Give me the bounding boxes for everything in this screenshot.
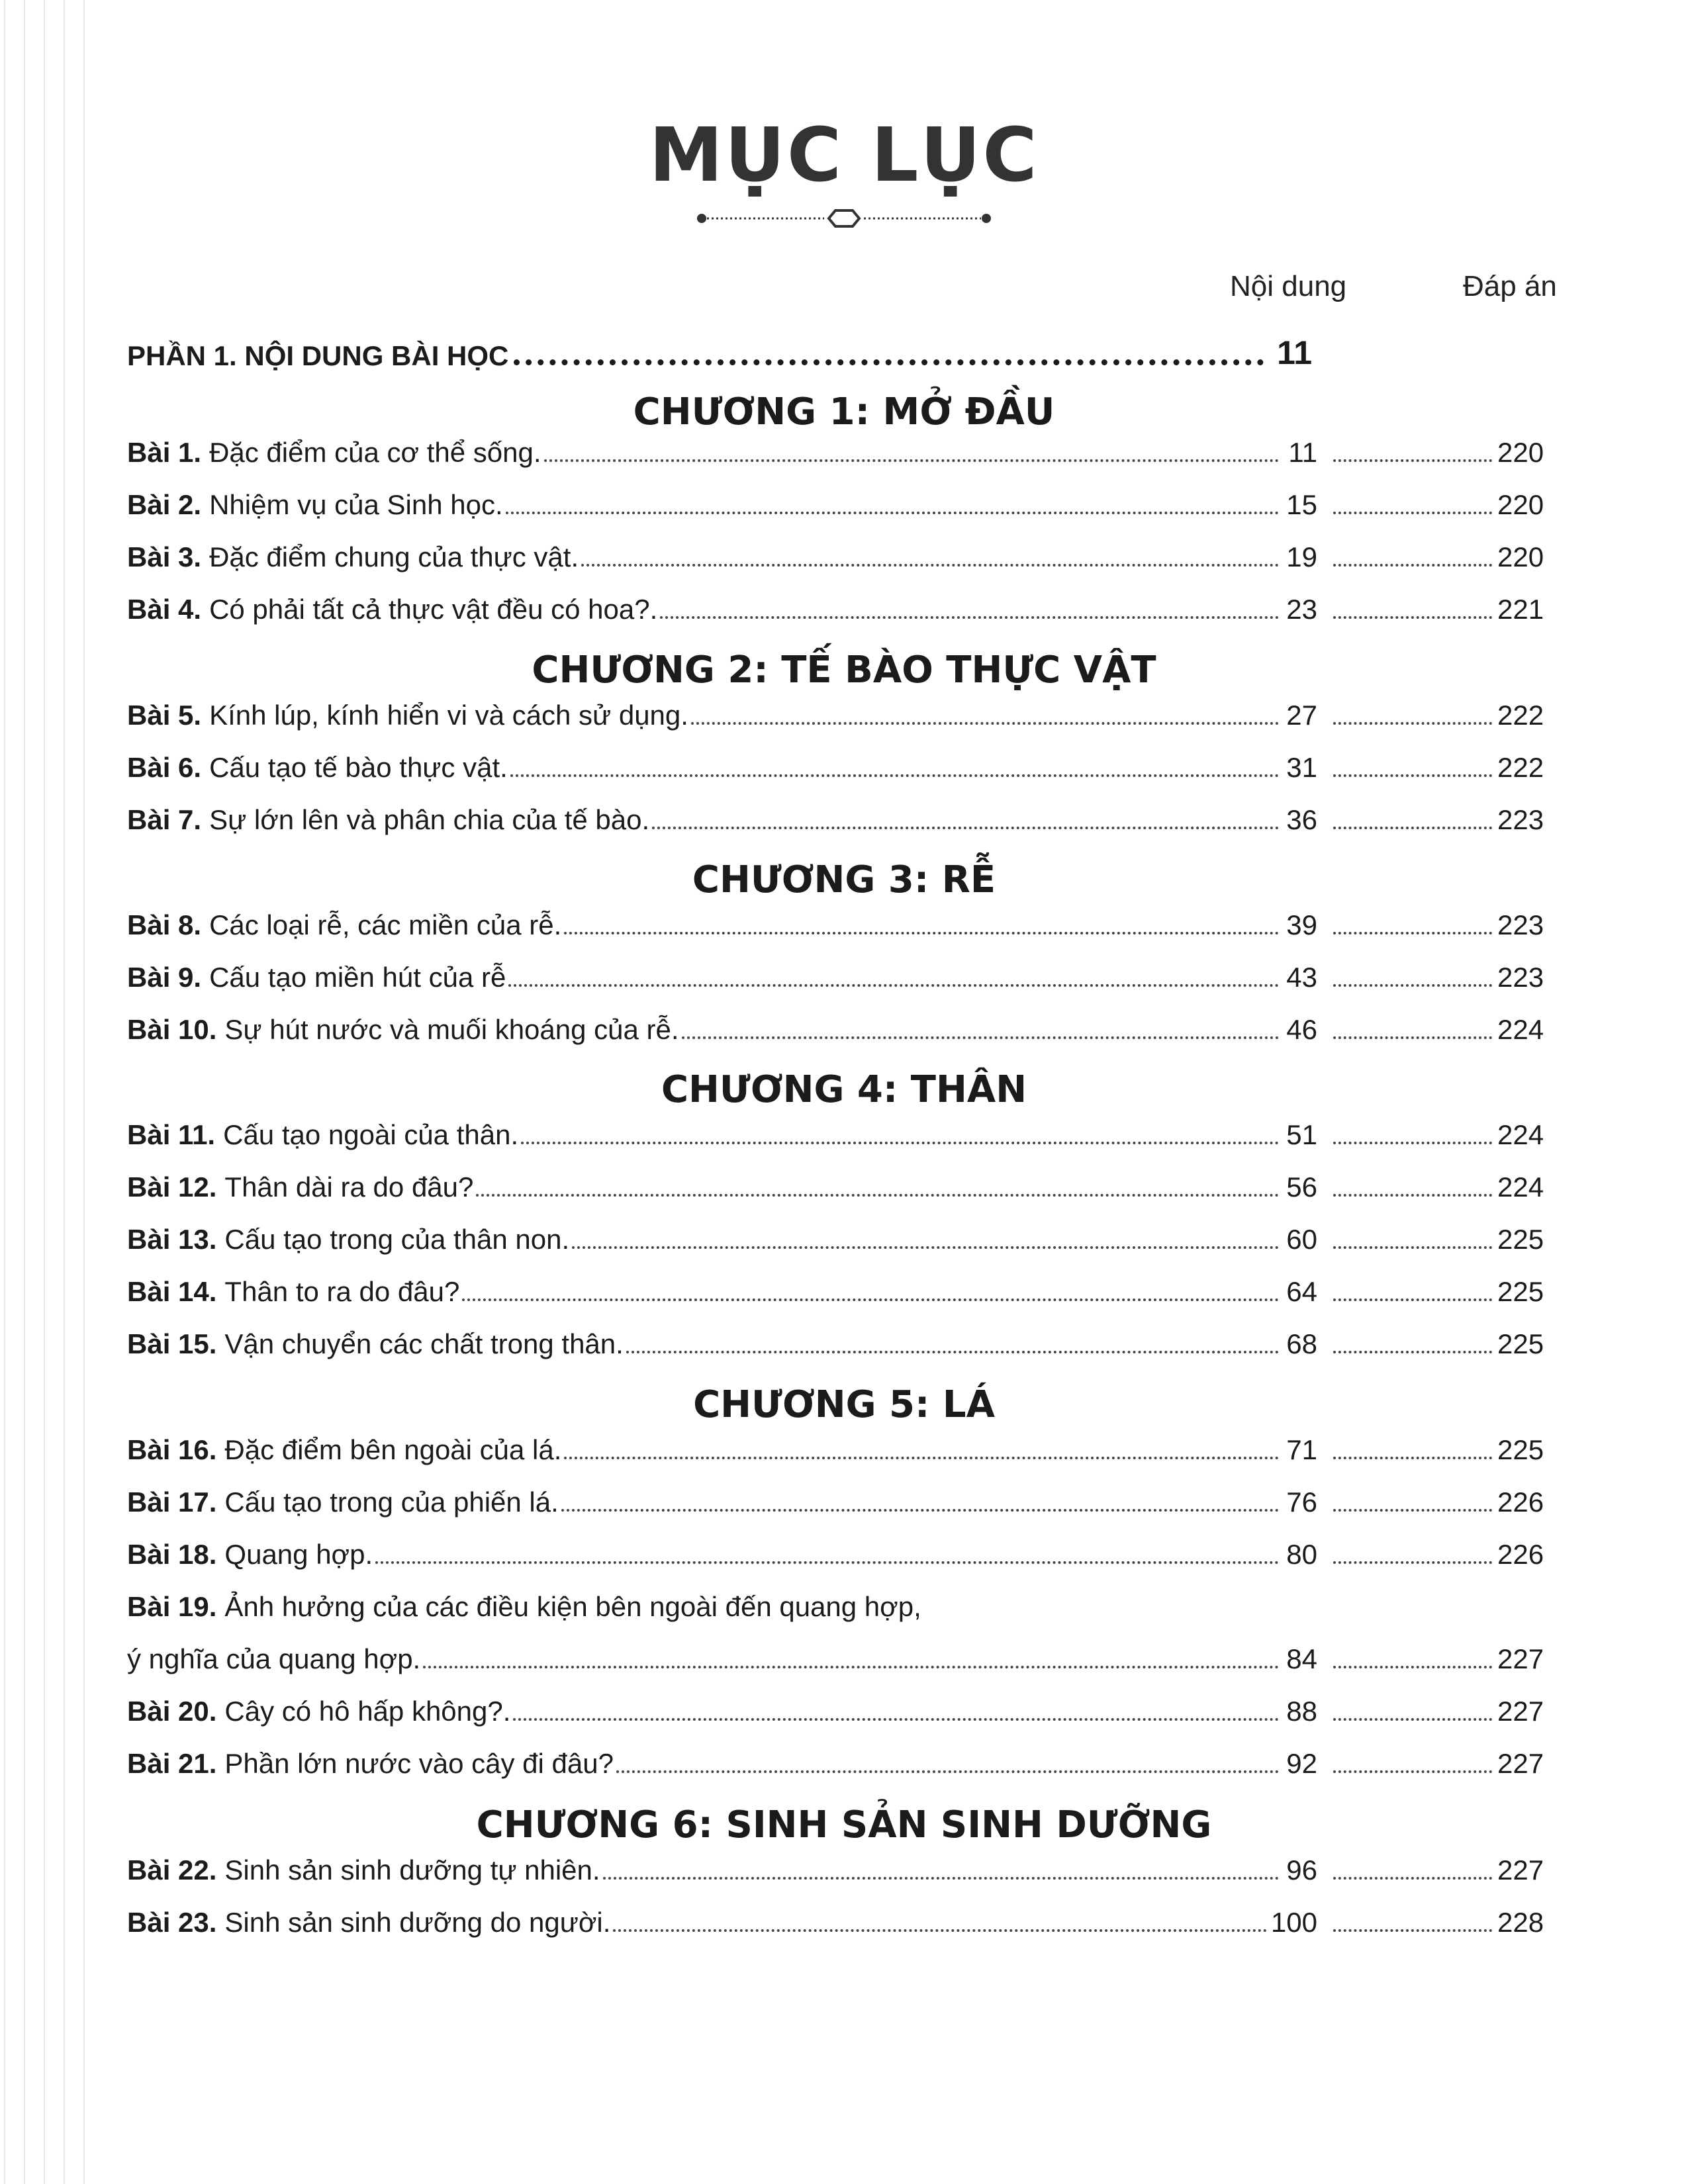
toc-row [127,1328,1544,1368]
lesson-label: Bài 11. [127,1119,216,1150]
dot-leader [1333,1929,1492,1932]
answer-page: 223 [1497,804,1544,835]
dot-leader [1333,774,1492,777]
dot-leader [660,616,1279,619]
lesson-page: 76 [1286,1486,1317,1518]
part-heading [127,332,1312,372]
dot-leader [506,512,1279,514]
lesson-label: Bài 6. [127,752,202,783]
lesson-title: Đặc điểm bên ngoài của lá. [224,1434,562,1465]
lesson-label: Bài 22. [127,1854,217,1886]
column-header-answer: Đáp án [1463,270,1557,302]
lesson-label: Bài 4. [127,594,202,625]
dot-leader [572,1246,1279,1249]
chapter-heading: CHƯƠNG 6: SINH SẢN SINH DƯỠNG [476,1803,1212,1846]
lesson-page: 64 [1286,1276,1317,1307]
toc-row [127,1696,1544,1735]
toc-row [127,1643,1544,1683]
toc-row [127,1276,1544,1316]
lesson-page: 71 [1286,1434,1317,1465]
toc-row [127,1434,1544,1474]
toc-row [127,1907,1544,1946]
chapter-heading: CHƯƠNG 2: TẾ BÀO THỰC VẬT [532,649,1156,692]
lesson-page: 84 [1286,1643,1317,1674]
answer-page: 223 [1497,909,1544,940]
dot-leader [1333,1666,1492,1668]
answer-page: 224 [1497,1014,1544,1045]
chapter-heading: CHƯƠNG 1: MỞ ĐẦU [633,390,1055,433]
dot-leader [603,1877,1279,1880]
lesson-label: Bài 23. [127,1907,217,1938]
lesson-label: Bài 18. [127,1539,217,1570]
answer-page: 224 [1497,1171,1544,1203]
dot-leader [514,359,1264,365]
lesson-page: 56 [1286,1171,1317,1203]
dot-leader [1333,722,1492,725]
lesson-title: Cấu tạo ngoài của thân. [223,1119,519,1150]
lesson-label: Bài 16. [127,1434,217,1465]
dot-leader [1333,564,1492,567]
toc-row [127,1591,1544,1631]
lesson-title: Cấu tạo trong của thân non. [224,1224,570,1255]
dot-leader [682,1036,1279,1039]
dot-leader [1333,1718,1492,1721]
dot-leader [1333,1351,1492,1353]
dot-leader [1333,827,1492,829]
lesson-label: Bài 15. [127,1328,217,1359]
toc-row [127,1539,1544,1578]
toc-row [127,962,1544,1001]
answer-page: 227 [1497,1696,1544,1727]
lesson-label: Bài 7. [127,804,202,835]
dot-leader [1333,512,1492,514]
lesson-title: Đặc điểm của cơ thể sống. [209,437,541,468]
lesson-title: Quang hợp. [224,1539,373,1570]
answer-page: 227 [1497,1643,1544,1674]
answer-page: 220 [1497,489,1544,520]
dot-leader [521,1142,1279,1144]
lesson-page: 80 [1286,1539,1317,1570]
lesson-title: Phần lớn nước vào cây đi đâu? [224,1748,614,1779]
page-title: MỤC LỤC [649,113,1039,199]
toc-row [127,1748,1544,1788]
dot-leader [652,827,1279,829]
lesson-title: Thân to ra do đâu? [224,1276,460,1307]
dot-leader [564,1457,1279,1459]
answer-page: 228 [1497,1907,1544,1938]
toc-row [127,909,1544,949]
answer-page: 223 [1497,962,1544,993]
answer-page: 226 [1497,1486,1544,1518]
lesson-title: Cấu tạo trong của phiến lá. [224,1486,559,1518]
lesson-page: 11 [1288,437,1317,468]
toc-row [127,1224,1544,1263]
lesson-page: 60 [1286,1224,1317,1255]
column-header-content: Nội dung [1230,270,1347,302]
lesson-label: Bài 8. [127,909,202,940]
dot-leader [423,1666,1279,1668]
dot-leader [1333,1194,1492,1197]
lesson-page: 51 [1286,1119,1317,1150]
toc-row [127,1119,1544,1159]
lesson-page: 27 [1286,700,1317,731]
lesson-label: Bài 3. [127,541,202,572]
dot-leader [626,1351,1279,1353]
dot-leader [476,1194,1279,1197]
dot-leader [616,1770,1279,1773]
toc-row [127,541,1544,581]
title-ornament [695,205,993,232]
lesson-page: 68 [1286,1328,1317,1359]
lesson-label: Bài 19. [127,1591,217,1622]
part-label: PHẦN 1. NỘI DUNG BÀI HỌC [127,340,509,371]
lesson-page: 39 [1286,909,1317,940]
lesson-label: Bài 12. [127,1171,217,1203]
lesson-title: Vận chuyển các chất trong thân. [224,1328,624,1359]
lesson-label: Bài 13. [127,1224,217,1255]
lesson-title: Nhiệm vụ của Sinh học. [209,489,503,520]
lesson-label: Bài 10. [127,1014,217,1045]
dot-leader [1333,459,1492,462]
lesson-page: 19 [1286,541,1317,572]
answer-page: 220 [1497,437,1544,468]
answer-page: 222 [1497,700,1544,731]
answer-page: 225 [1497,1434,1544,1465]
lesson-page: 46 [1286,1014,1317,1045]
answer-page: 227 [1497,1854,1544,1886]
lesson-title: Kính lúp, kính hiển vi và cách sử dụng. [209,700,688,731]
dot-leader [510,774,1279,777]
dot-leader [1333,1246,1492,1249]
dot-leader [462,1298,1279,1301]
dot-leader [561,1509,1279,1512]
toc-row [127,1486,1544,1526]
answer-page: 225 [1497,1224,1544,1255]
dot-leader [1333,1877,1492,1880]
dot-leader [1333,1036,1492,1039]
lesson-label: Bài 2. [127,489,202,520]
lesson-label: Bài 21. [127,1748,217,1779]
lesson-page: 23 [1286,594,1317,625]
lesson-label: Bài 1. [127,437,202,468]
toc-row [127,1171,1544,1211]
dot-leader [1333,984,1492,987]
dot-leader [513,1718,1279,1721]
answer-page: 226 [1497,1539,1544,1570]
dot-leader [1333,1561,1492,1564]
lesson-title: Đặc điểm chung của thực vật. [209,541,579,572]
lesson-title: Sinh sản sinh dưỡng do người. [224,1907,611,1938]
lesson-title: Thân dài ra do đâu? [224,1171,474,1203]
lesson-page: 31 [1286,752,1317,783]
dot-leader [1333,1142,1492,1144]
answer-page: 224 [1497,1119,1544,1150]
dot-leader [1333,932,1492,934]
lesson-title: Các loại rễ, các miền của rễ. [209,909,562,940]
lesson-title: Sự lớn lên và phân chia của tế bào. [209,804,650,835]
lesson-title: Có phải tất cả thực vật đều có hoa?. [209,594,658,625]
answer-page: 222 [1497,752,1544,783]
toc-row [127,594,1544,633]
lesson-page: 88 [1286,1696,1317,1727]
lesson-label: Bài 14. [127,1276,217,1307]
chapter-heading: CHƯƠNG 3: RỄ [692,858,996,901]
dot-leader [508,984,1279,987]
lesson-title: Sinh sản sinh dưỡng tự nhiên. [224,1854,600,1886]
dot-leader [1333,1457,1492,1459]
lesson-title: Sự hút nước và muối khoáng của rễ. [224,1014,679,1045]
toc-row [127,1854,1544,1894]
lesson-label: Bài 5. [127,700,202,731]
lesson-page: 15 [1286,489,1317,520]
part-page: 11 [1277,334,1312,371]
dot-leader [1333,616,1492,619]
lesson-page: 92 [1286,1748,1317,1779]
lesson-title: ý nghĩa của quang hợp. [127,1643,421,1674]
answer-page: 220 [1497,541,1544,572]
lesson-page: 96 [1286,1854,1317,1886]
chapter-heading: CHƯƠNG 5: LÁ [693,1383,995,1426]
answer-page: 225 [1497,1276,1544,1307]
dot-leader [1333,1770,1492,1773]
dot-leader [544,459,1279,462]
lesson-label: Bài 9. [127,962,202,993]
lesson-page: 100 [1270,1907,1317,1938]
dot-leader [613,1929,1267,1932]
toc-row [127,700,1544,739]
dot-leader [581,564,1279,567]
dot-leader [691,722,1279,725]
answer-page: 221 [1497,594,1544,625]
chapter-heading: CHƯƠNG 4: THÂN [661,1068,1027,1111]
dot-leader [1333,1509,1492,1512]
toc-row [127,437,1544,477]
lesson-label: Bài 20. [127,1696,217,1727]
answer-page: 225 [1497,1328,1544,1359]
toc-row [127,804,1544,844]
lesson-page: 43 [1286,962,1317,993]
toc-row [127,752,1544,792]
lesson-label: Bài 17. [127,1486,217,1518]
lesson-page: 36 [1286,804,1317,835]
answer-page: 227 [1497,1748,1544,1779]
toc-row [127,489,1544,529]
dot-leader [1333,1298,1492,1301]
lesson-title: Ảnh hưởng của các điều kiện bên ngoài đến quang hợp, [224,1591,921,1622]
dot-leader [375,1561,1279,1564]
lesson-title: Cây có hô hấp không?. [224,1696,511,1727]
dot-leader [564,932,1279,934]
lesson-title: Cấu tạo tế bào thực vật. [209,752,508,783]
lesson-title: Cấu tạo miền hút của rễ [209,962,506,993]
toc-row [127,1014,1544,1054]
